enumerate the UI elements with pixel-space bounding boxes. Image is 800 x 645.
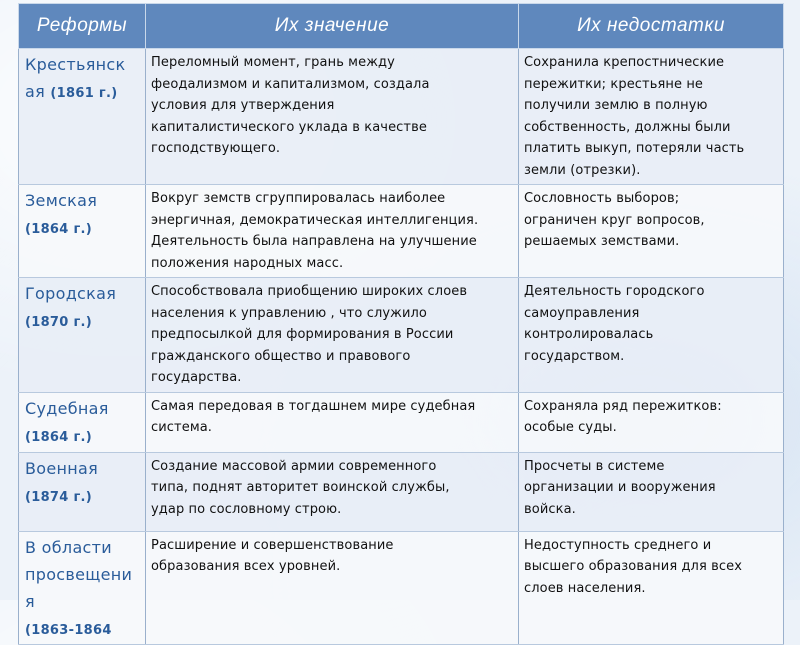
shortcomings-cell: Просчеты в системе организации и вооружения войска. — [519, 452, 784, 531]
reform-name-cell — [19, 531, 146, 644]
reform-name: Военная — [25, 458, 99, 478]
header-row — [19, 4, 784, 49]
table-row — [19, 392, 784, 452]
reform-name-cell — [19, 185, 146, 278]
reform-name: Судебная — [25, 398, 109, 418]
shortcomings-cell: Деятельность городского самоуправления контролировалась государством. — [519, 278, 784, 393]
significance-cell: Вокруг земств сгруппировалась наиболее энергичная, демократическая интеллигенция. Деятельность была направлена на улучшение положения народных масс. — [146, 185, 519, 278]
reform-name-cell — [19, 278, 146, 393]
reform-year: (1864 г.) — [25, 429, 93, 445]
significance-cell: Расширение и совершенствование образования всех уровней. — [146, 531, 519, 644]
shortcomings-cell: Недоступность среднего и высшего образования для всех слоев населения. — [519, 531, 784, 644]
shortcomings-cell: Сословность выборов; ограничен круг вопросов, решаемых земствами. — [519, 185, 784, 278]
reform-year: (1861 г.) — [50, 86, 118, 101]
reform-name: Земская — [25, 191, 98, 210]
header-reforms: Реформы — [19, 4, 146, 49]
table-row — [19, 452, 784, 531]
significance-cell: Создание массовой армии современного типа, поднят авторитет воинской службы, удар по сословному строю. — [146, 452, 519, 531]
shortcomings-cell: Сохранила крепостнические пережитки; крестьяне не получили землю в полную собственность, должны были платить выкуп, потеряли часть земли (отрезки). — [519, 49, 784, 185]
reform-name-cell — [19, 392, 146, 452]
table-row — [19, 49, 784, 185]
header-significance: Их значение — [146, 4, 519, 49]
reform-name: Городская — [25, 284, 117, 303]
table-row — [19, 185, 784, 278]
reform-year: (1864 г.) — [25, 222, 93, 237]
table-row — [19, 278, 784, 393]
reform-name: Крестьянск ая — [25, 55, 126, 101]
header-shortcomings: Их недостатки — [519, 4, 784, 49]
significance-cell: Способствовала приобщению широких слоев населения к управлению , что служило предпосылкой для формирования в России гражданского общество и правового государства. — [146, 278, 519, 393]
reform-name-cell — [19, 49, 146, 185]
reform-year: (1870 г.) — [25, 315, 93, 330]
significance-cell: Самая передовая в тогдашнем мире судебная система. — [146, 392, 519, 452]
reforms-table — [18, 3, 784, 645]
significance-cell: Переломный момент, грань между феодализмом и капитализмом, создала условия для утверждения капиталистического уклада в качестве господствующего. — [146, 49, 519, 185]
reform-year: (1863-1864 — [25, 622, 112, 638]
shortcomings-cell: Сохраняла ряд пережитков: особые суды. — [519, 392, 784, 452]
reform-year: (1874 г.) — [25, 489, 93, 505]
reform-name: В области просвещени я — [25, 537, 133, 611]
reform-name-cell — [19, 452, 146, 531]
table-row — [19, 531, 784, 644]
